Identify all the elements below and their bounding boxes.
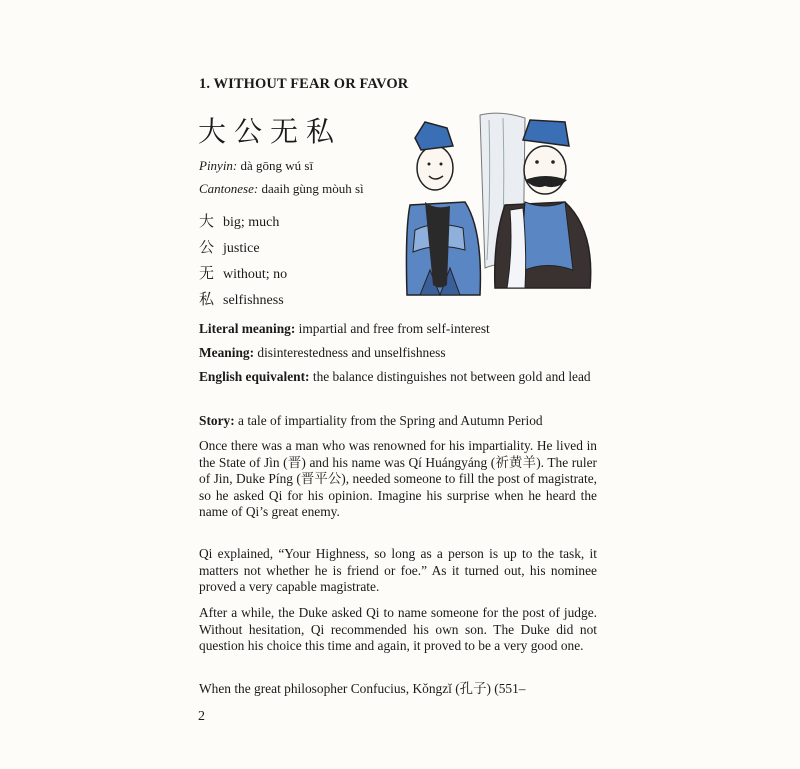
gloss-meaning: selfishness: [223, 293, 284, 308]
story-paragraph: Qi explained, “Your Highness, so long as a person is up to the task, it matters not whether he is friend or foe.” As it turned out, his nominee proved a very capable magistrate.: [199, 546, 597, 594]
cantonese-value: daaih gùng mòuh sì: [258, 181, 364, 196]
gloss-row: [199, 210, 279, 231]
gloss-row: [199, 236, 260, 257]
pinyin-label: Pinyin:: [199, 158, 238, 173]
meaning-text: disinterestedness and unselfishness: [254, 345, 446, 360]
two-officials-illustration: [385, 110, 595, 300]
page-number: 2: [198, 709, 205, 724]
gloss-meaning: big; much: [223, 215, 280, 230]
literal-meaning-label: Literal meaning:: [199, 321, 296, 336]
gloss-char: 无: [199, 264, 215, 282]
story-paragraph: When the great philosopher Confucius, Kǒngzǐ (孔子) (551–: [199, 681, 526, 696]
story-label: Story:: [199, 413, 235, 428]
literal-meaning: [199, 321, 597, 338]
gloss-char: 大: [199, 212, 215, 230]
gloss-char: 私: [199, 290, 215, 308]
english-equivalent-text: the balance distinguishes not between gold and lead: [309, 369, 591, 384]
story-heading: [199, 413, 597, 430]
cantonese-line: [199, 181, 364, 197]
gloss-meaning: without; no: [223, 267, 288, 282]
gloss-row: [199, 262, 287, 283]
meaning-label: Meaning:: [199, 345, 255, 360]
english-equivalent: [199, 369, 597, 386]
gloss-meaning: justice: [223, 241, 260, 256]
chapter-title: 1. WITHOUT FEAR OR FAVOR: [199, 76, 409, 92]
idiom-characters: 大公无私: [198, 115, 343, 148]
cantonese-label: Cantonese:: [199, 181, 259, 196]
gloss-char: 公: [199, 238, 215, 256]
left-official-figure: [406, 122, 480, 295]
pinyin-value: dà gōng wú sī: [237, 158, 314, 173]
story-paragraph: Once there was a man who was renowned for his impartiality. He lived in the State of Jìn (晋) and his name was Qí Huángyáng (祈黄羊). The ruler of Jin, Duke Píng (晋平公), needed someone to fill the post of magistrate, so he asked Qi for his opinion. Imagine his surprise when he heard the name of Qi’s great enemy.: [199, 438, 597, 519]
gloss-row: [199, 288, 284, 309]
story-text: a tale of impartiality from the Spring and Autumn Period: [234, 413, 543, 428]
pinyin-line: [199, 158, 313, 174]
story-paragraph: After a while, the Duke asked Qi to name someone for the post of judge. Without hesitation, Qi recommended his own son. The Duke did not question his choice this time and again, it proved to be a very good one.: [199, 605, 597, 653]
literal-meaning-text: impartial and free from self-interest: [295, 321, 490, 336]
english-equivalent-label: English equivalent:: [199, 369, 310, 384]
meaning: [199, 345, 597, 362]
